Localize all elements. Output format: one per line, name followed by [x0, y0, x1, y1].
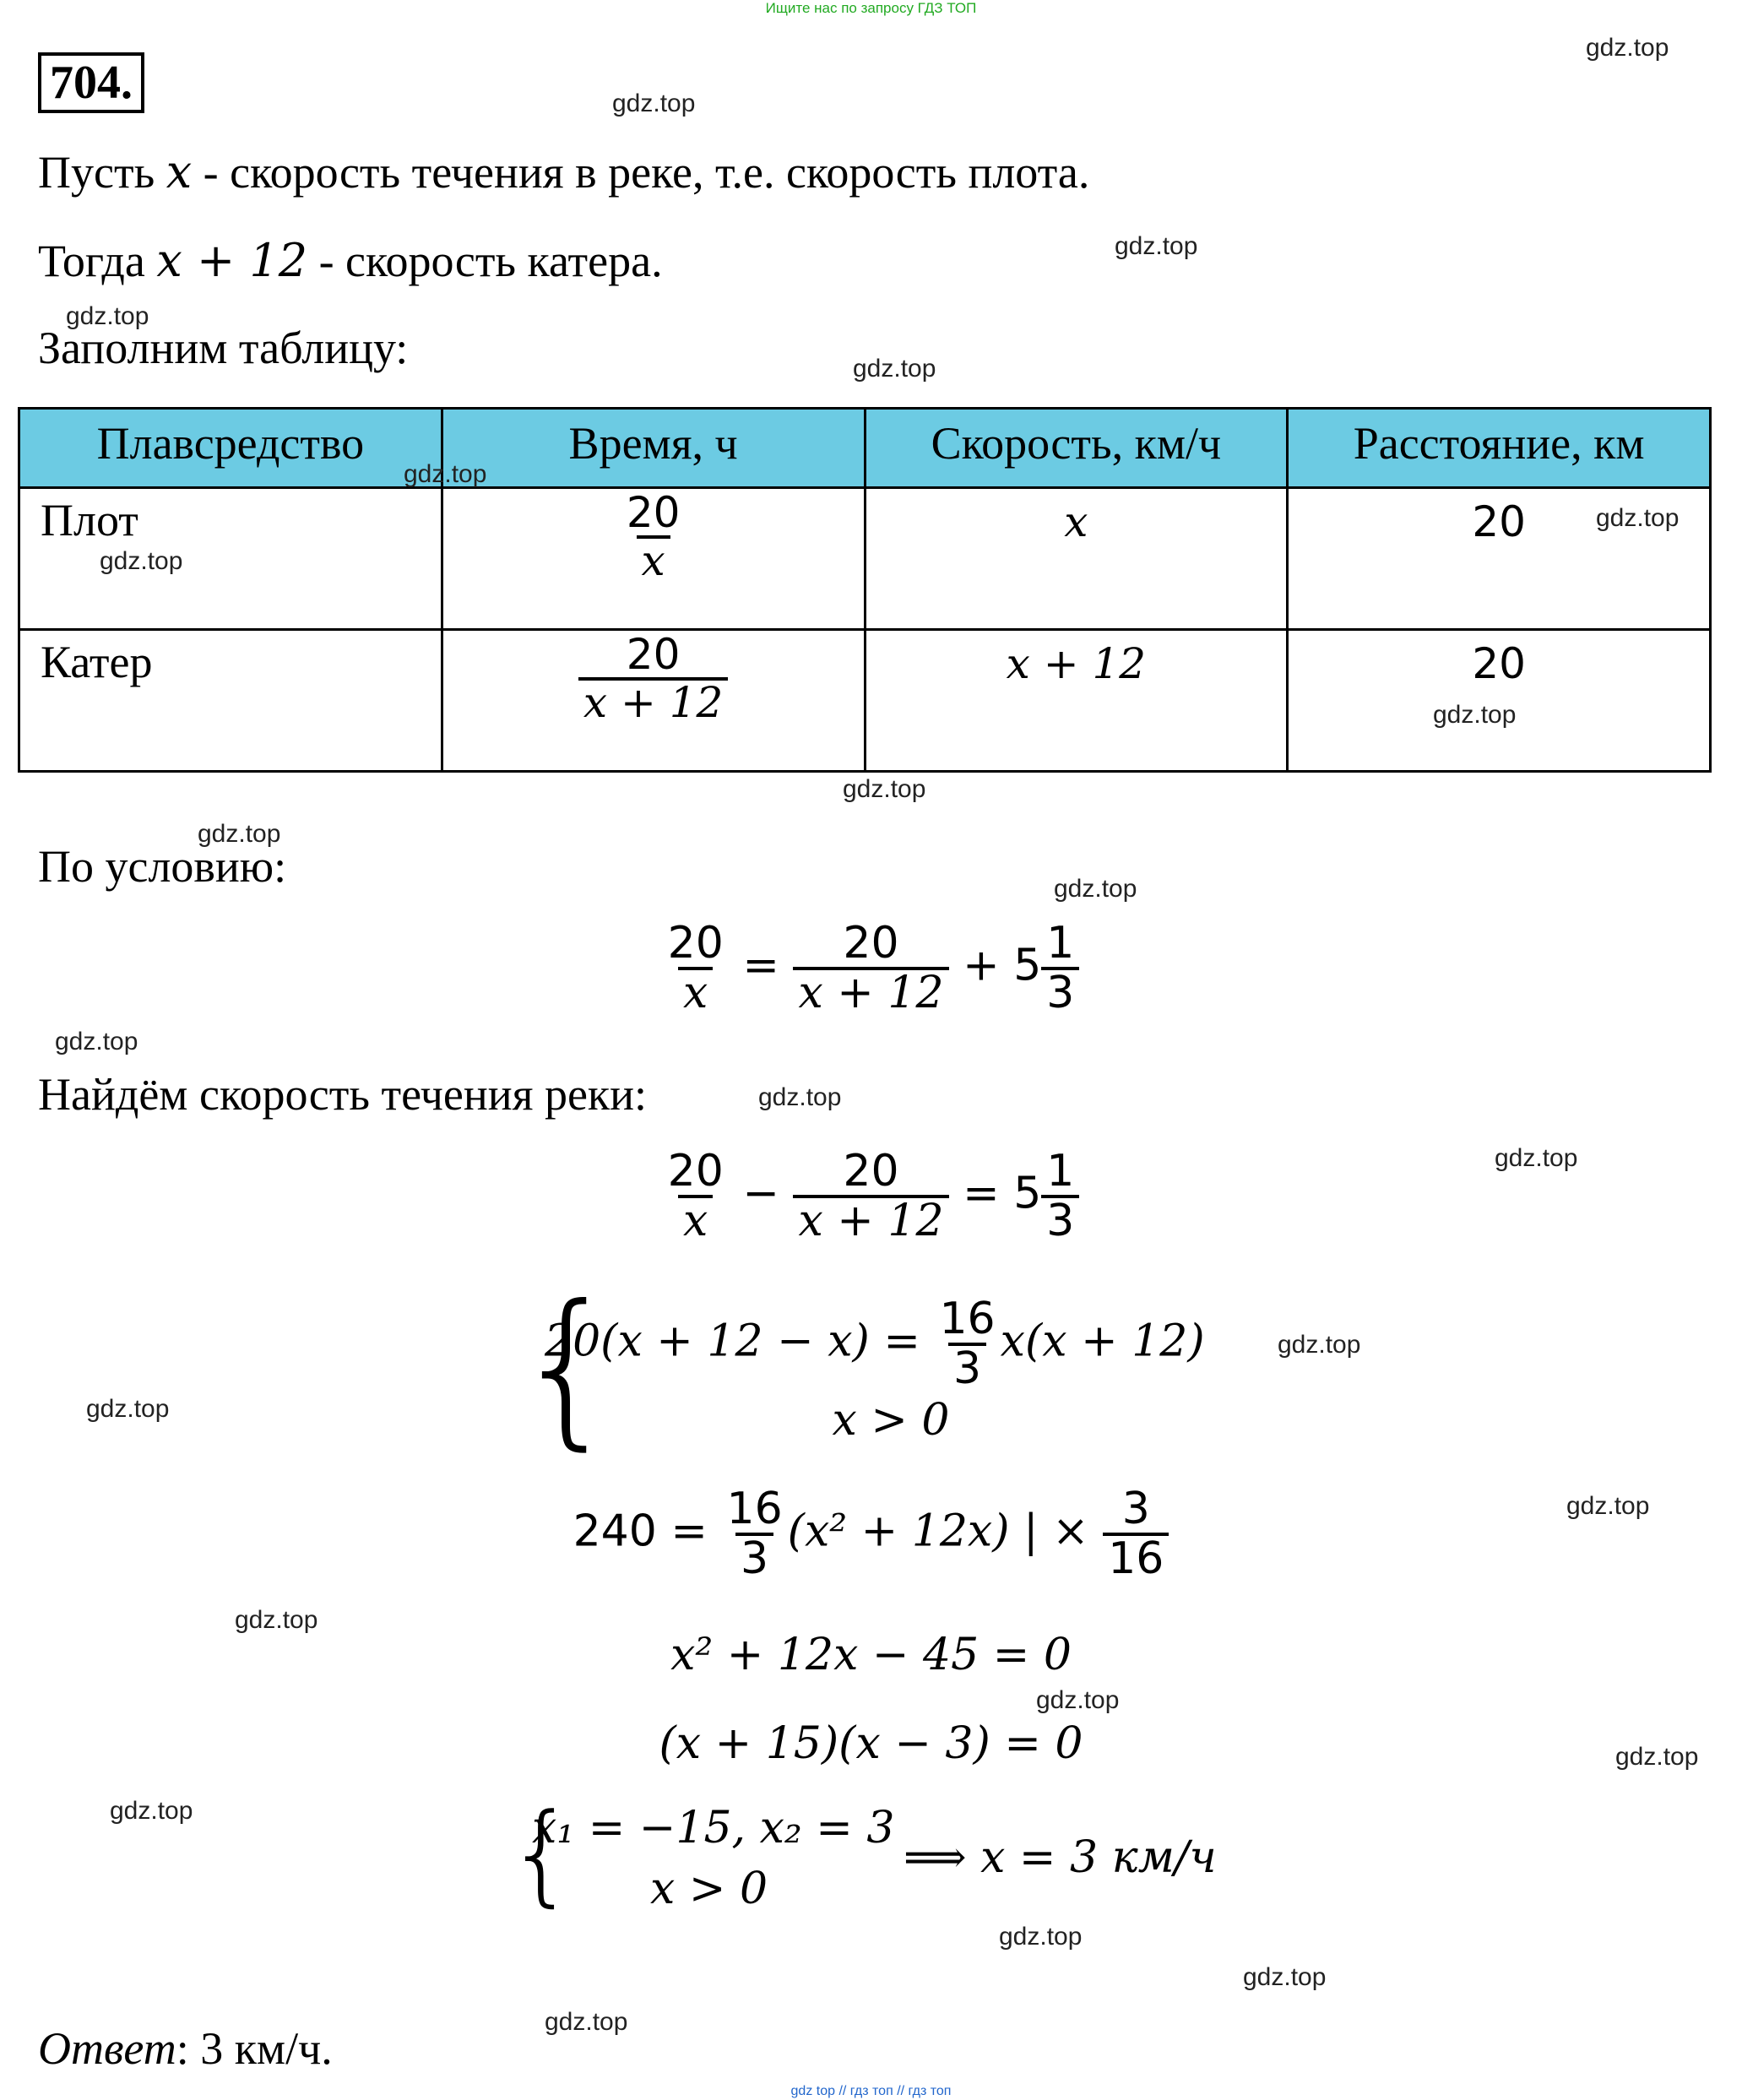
numerator: 1 [1046, 918, 1075, 969]
fraction [934, 1296, 1000, 1392]
equation-right: x(x + 12) [1000, 1316, 1205, 1367]
table-header-cell: Скорость, км/ч [865, 409, 1288, 488]
fraction [793, 920, 948, 1016]
numerator: 20 [843, 1146, 899, 1197]
intro-line-2-expr: x + 12 [156, 234, 308, 287]
speed-value: x + 12 [1006, 639, 1147, 688]
watermark: gdz.top [86, 1395, 170, 1423]
denominator: 3 [1041, 967, 1079, 1017]
speed-value: x [1064, 497, 1088, 546]
watermark: gdz.top [110, 1797, 193, 1825]
denominator: x [678, 1195, 713, 1245]
rhs: = 5 [963, 1168, 1042, 1219]
watermark: gdz.top [1495, 1144, 1578, 1172]
watermark: gdz.top [612, 90, 696, 117]
intro-var-x: x [166, 145, 193, 198]
intro-line-2-start: Тогда [38, 236, 157, 286]
intro-line-1-end: - скорость течения в реке, т.е. скорость плота. [192, 147, 1090, 198]
numerator: 16 [939, 1294, 996, 1344]
table-header-cell: Время, ч [442, 409, 865, 488]
solution-step-1 [0, 1148, 1742, 1244]
denominator: 3 [948, 1343, 986, 1392]
numerator: 20 [843, 918, 899, 969]
system-condition: x > 0 [832, 1395, 950, 1446]
bottom-banner: gdz top // гдз топ // гдз топ [790, 2084, 952, 2098]
watermark: gdz.top [404, 460, 487, 488]
watermark: gdz.top [198, 820, 281, 848]
time-numerator: 20 [626, 630, 681, 679]
answer [38, 2022, 333, 2075]
watermark: gdz.top [1566, 1492, 1650, 1520]
intro-line-1-start: Пусть [38, 147, 166, 198]
watermark: gdz.top [100, 547, 183, 575]
intro-line-3: Заполним таблицу: [38, 323, 409, 373]
numerator: 1 [1046, 1146, 1075, 1197]
table-header-cell: Расстояние, км [1288, 409, 1711, 488]
watermark: gdz.top [1243, 1963, 1327, 1991]
watermark: gdz.top [843, 775, 926, 803]
time-cell [442, 488, 865, 630]
solution-label: Найдём скорость течения реки: [38, 1069, 648, 1120]
condition-equation [0, 920, 1742, 1016]
table-row [19, 488, 1711, 630]
equation-middle: (x² + 12x) | × [787, 1506, 1089, 1557]
solution-step-3 [0, 1486, 1742, 1582]
answer-label: Ответ [38, 2023, 176, 2074]
system-2-roots: x₁ = −15, x₂ = 3 [532, 1803, 895, 1853]
distance-cell: 20 [1288, 630, 1711, 772]
fraction [663, 920, 729, 1016]
watermark: gdz.top [853, 355, 936, 383]
fraction [793, 1148, 948, 1244]
denominator: 3 [1041, 1195, 1079, 1245]
denominator: 16 [1103, 1533, 1169, 1582]
denominator: x + 12 [793, 967, 948, 1017]
fraction [663, 1148, 729, 1244]
watermark: gdz.top [1615, 1743, 1699, 1771]
watermark: gdz.top [1278, 1331, 1361, 1359]
system-equation [545, 1296, 1237, 1392]
equation-left: 240 = [573, 1506, 708, 1557]
distance-cell: 20 [1288, 488, 1711, 630]
watermark: gdz.top [1115, 232, 1198, 260]
vehicle-cell: Катер [19, 630, 442, 772]
equals-sign: = [742, 940, 779, 991]
speed-cell [865, 630, 1288, 772]
denominator: x + 12 [793, 1195, 948, 1245]
watermark: gdz.top [999, 1923, 1083, 1951]
watermark: gdz.top [758, 1083, 842, 1111]
watermark: gdz.top [1036, 1686, 1120, 1714]
condition-label: По условию: [38, 841, 287, 892]
problem-number: 704. [38, 52, 144, 113]
time-fraction [578, 630, 729, 727]
table-header-row [19, 409, 1711, 488]
time-numerator: 20 [626, 488, 681, 537]
watermark: gdz.top [1586, 34, 1669, 62]
solution-step-4: x² + 12x − 45 = 0 [670, 1630, 1072, 1680]
equation-left: 20(x + 12 − x) = [545, 1316, 920, 1367]
time-denominator: x [637, 535, 670, 583]
watermark: gdz.top [1433, 701, 1517, 729]
denominator: x [678, 967, 713, 1017]
solution-step-5: (x + 15)(x − 3) = 0 [659, 1718, 1083, 1769]
denominator: 3 [735, 1533, 773, 1582]
numerator: 16 [726, 1484, 783, 1534]
speed-cell [865, 488, 1288, 630]
final-result: ⟹ x = 3 км/ч [904, 1832, 1217, 1883]
watermark: gdz.top [55, 1028, 138, 1055]
fraction [721, 1486, 787, 1582]
time-denominator: x + 12 [578, 677, 729, 725]
minus-sign: − [742, 1168, 779, 1219]
watermark: gdz.top [235, 1606, 318, 1634]
numerator: 20 [667, 918, 724, 969]
vehicle-cell: Плот [19, 488, 442, 630]
time-cell [442, 630, 865, 772]
watermark: gdz.top [545, 2008, 628, 2036]
system-brace: { [507, 1789, 577, 1918]
system-brace: { [513, 1269, 621, 1466]
watermark: gdz.top [1054, 875, 1137, 903]
time-fraction [621, 488, 686, 585]
watermark: gdz.top [1596, 504, 1680, 532]
watermark: gdz.top [66, 302, 149, 330]
system-2-condition: x > 0 [650, 1864, 768, 1914]
fraction [1103, 1486, 1169, 1582]
intro-line-2-end: - скорость катера. [307, 236, 663, 286]
table-header-cell: Плавсредство [19, 409, 442, 488]
numerator: 20 [667, 1146, 724, 1197]
plus-term: + 5 [963, 940, 1042, 991]
top-banner: Ищите нас по запросу ГДЗ ТОП [765, 0, 977, 16]
fraction [1041, 1148, 1079, 1244]
numerator: 3 [1121, 1484, 1150, 1534]
fraction [1041, 920, 1079, 1016]
answer-value: : 3 км/ч. [176, 2023, 333, 2074]
system-1 [545, 1296, 1237, 1446]
intro-line-1 [38, 145, 1089, 198]
intro-line-2 [38, 234, 663, 287]
